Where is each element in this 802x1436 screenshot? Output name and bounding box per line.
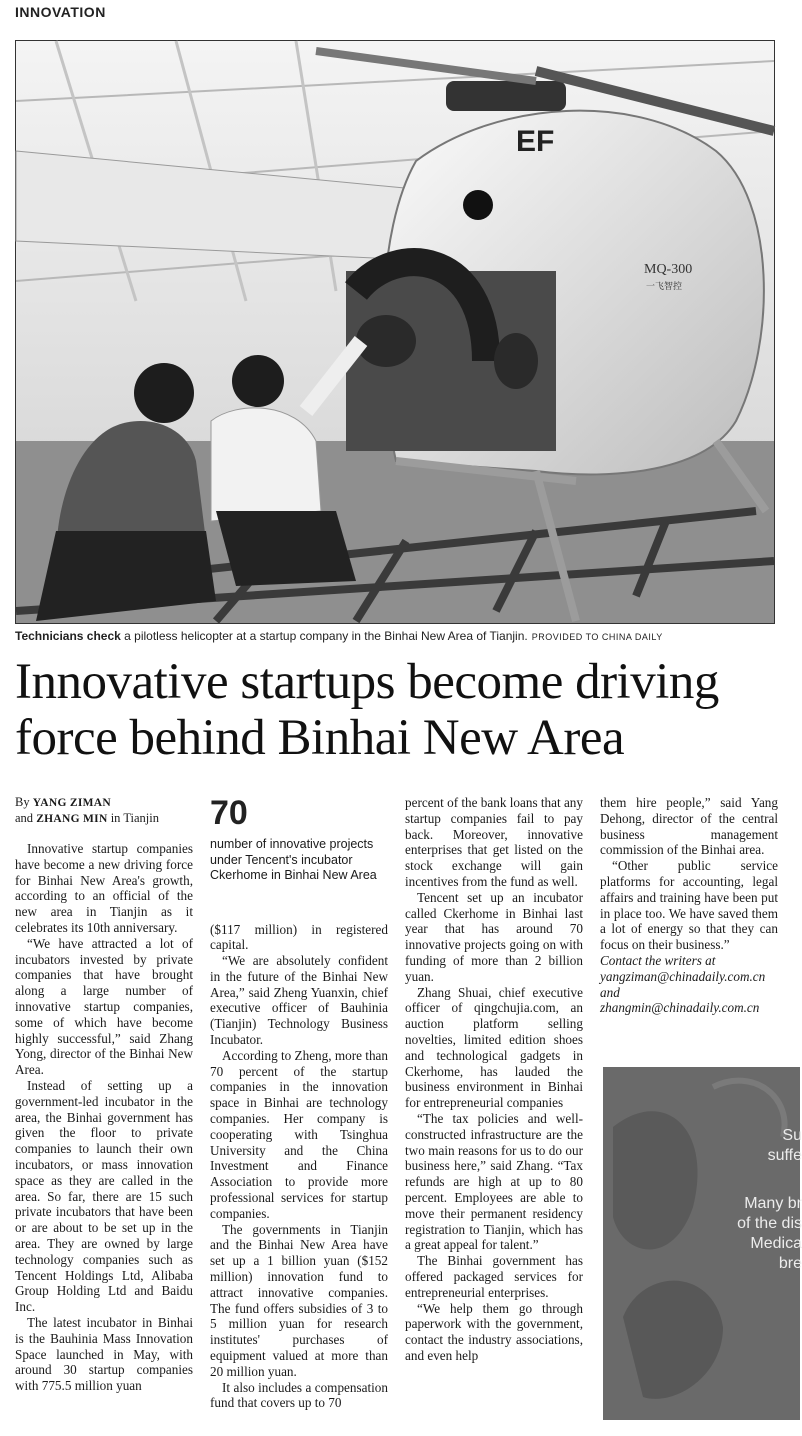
byline-location: in Tianjin [110,811,159,825]
paragraph: Innovative startup companies have become a new driving force for Binhai New Area's growth, according to an official of the new area in Tianjin as it celebrates its 10th anniversary. [15,841,193,935]
article-column-4 [600,795,778,1016]
ad-text: Many br [744,1195,802,1212]
fact-number: 70 [210,794,248,832]
caption-text: a pilotless helicopter at a startup company in the Binhai New Area of Tianjin. [120,629,528,643]
paragraph: “The tax policies and well-constructed infrastructure are the two main reasons for us to do our business here,” said Zhang. “Tax refunds are high at up to 80 percent. Employees are able to move their permanent residency registration to Tianjin, which has a great appeal for talent.” [405,1110,583,1253]
ad-text: Medica [750,1235,802,1252]
paragraph: “We are absolutely confident in the future of the Binhai New Area,” said Zheng Yuanxin, chief executive officer of Bauhinia (Tianjin) Technology Business Incubator. [210,953,388,1048]
author-name: ZHANG MIN [36,813,108,825]
paragraph: The governments in Tianjin and the Binhai New Area have set up a 1 billion yuan ($152 million) innovation fund to attract innovative companies. The fund offers subsidies of 3 to 5 million yuan for research institutes' purchases of equipment valued at more than 20 million yuan. [210,1221,388,1379]
ad-text: bre [778,1255,802,1272]
paragraph: The Binhai government has offered packaged services for entrepreneurial enterprises. [405,1253,583,1300]
ad-text: Su [782,1127,802,1144]
model-label: MQ-300 [644,262,693,277]
author-name: YANG ZIMAN [32,797,112,809]
helicopter-photo-illustration [16,41,774,623]
ad-text: suffe [767,1147,802,1164]
fact-text: number of innovative projects under Tencent's incubator Ckerhome in Binhai New Area [210,837,377,882]
model-sub-label: 一飞智控 [646,282,683,292]
byline-prefix: and [15,811,34,825]
byline [15,795,193,827]
paragraph: Tencent set up an incubator called Ckerhome in Binhai last year that has around 70 innovative projects going on with funding of more than 2 billion yuan. [405,889,583,984]
paragraph: percent of the bank loans that any startup companies fail to pay back. Moreover, innovative enterprises that get listed on the stock exchange will gain incentives from the fund as well. [405,795,583,889]
paragraph: “We help them go through paperwork with the government, contact the industry associations, and even help [405,1300,583,1363]
paragraph: It also includes a compensation fund that covers up to 70 [210,1379,388,1411]
byline-prefix: By [15,795,30,809]
caption-lead: Technicians check [15,629,121,643]
paragraph: “We have attracted a lot of incubators invested by private companies that have brought along a large number of innovative startup companies, some of which have become highly successful,” said Zhang Yong, director of the Binhai New Area. [15,935,193,1078]
photo-credit: PROVIDED TO CHINA DAILY [531,632,663,642]
headline: Innovative startups become driving force behind Binhai New Area [15,654,719,766]
article-photo [15,40,775,624]
advertisement [603,1067,800,1420]
paragraph: According to Zheng, more than 70 percent of the startup companies in the innovation space in Binhai are technology companies. Her company is cooperating with Tsinghua University and the China Investment and Finance Association to provide more professional services for startup companies. [210,1047,388,1221]
paragraph: Instead of setting up a government-led incubator in the area, the Binhai government has given the floor to private companies to launch their own incubators, or mass innovation space as they are called in the area. So far, there are 15 such private incubators that have been or are about to be set up in the area. They are owned by large technology companies such as Tencent Holdings Ltd, Alibaba Group Holding Ltd and Baidu Inc. [15,1077,193,1315]
article-column-3 [405,795,583,1364]
article-column-1 [15,795,193,1394]
section-label: INNOVATION [15,4,106,20]
photo-caption [15,629,785,643]
paragraph: The latest incubator in Binhai is the Bauhinia Mass Innovation Space launched in May, with around 30 startup companies with 775.5 million yuan [15,1314,193,1394]
contact-line: Contact the writers at yangziman@chinadaily.com.cn and zhangmin@chinadaily.com.cn [600,952,766,1016]
helicopter-marking: EF [516,125,555,158]
fact-box [210,795,388,884]
paragraph: them hire people,” said Yang Dehong, director of the central business management commission of the Binhai area. [600,795,778,858]
ad-text: of the dis [737,1215,802,1232]
article-column-2 [210,795,388,1411]
paragraph: “Other public service platforms for accounting, legal affairs and training have been put in place too. We have saved them a lot of energy so that they can focus on their business.” [600,858,778,953]
paragraph: ($117 million) in registered capital. [210,921,388,953]
paragraph: Zhang Shuai, chief executive officer of qingchujia.com, an auction platform selling novelties, limited edition shoes and technological gadgets in Ckerhome, has lauded the business environment in Binhai for entrepreneurial companies [405,984,583,1111]
